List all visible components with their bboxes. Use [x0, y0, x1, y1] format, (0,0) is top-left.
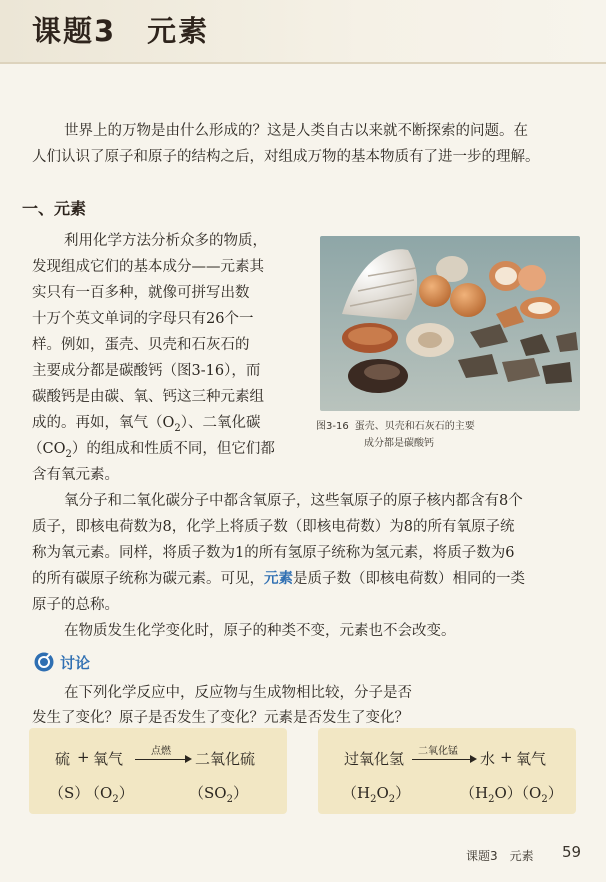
arrow-head: [470, 755, 477, 763]
formula-h2o: $(H_2O)$: [460, 784, 522, 805]
formula-o2: $(O_2)$: [85, 784, 134, 805]
plus-sign: +: [500, 748, 513, 766]
formula-s: （S）: [49, 784, 90, 802]
para2-line: 原子的总称。: [32, 597, 119, 613]
product-oxygen: 氧气: [516, 750, 547, 768]
discussion-title: 讨论: [60, 654, 91, 672]
discussion-line-2: 发生了变化？原子是否发生了变化？元素是否发生了变化？: [32, 710, 409, 726]
para1-line: 成的。再如，氧气$(O_2)$、二氧化碳: [32, 415, 261, 434]
para3: 在物质发生化学变化时，原子的种类不变，元素也不会改变。: [64, 623, 456, 639]
para1-line: 利用化学方法分析众多的物质，: [64, 233, 267, 249]
para1-line: 十万个英文单词的字母只有26个一: [32, 311, 254, 327]
reactant-sulfur: 硫: [55, 750, 71, 768]
caption-line-2: 成分都是碳酸钙: [364, 438, 434, 449]
reactant-hydrogen-peroxide: 过氧化氢: [344, 750, 405, 768]
reactant-oxygen: 氧气: [93, 750, 124, 768]
section-heading: 一、元素: [22, 199, 87, 218]
reaction-catalyst: 二氧化锰: [418, 746, 458, 757]
discussion-line-1: 在下列化学反应中，反应物与生成物相比较，分子是否: [64, 685, 412, 701]
reaction-arrow: [135, 759, 187, 760]
discussion-icon: [34, 652, 54, 672]
intro-line-1: 世界上的万物是由什么形成的？这是人类自古以来就不断探索的问题。在: [64, 123, 528, 139]
para1-line: 主要成分都是碳酸钙（图3-16），而: [32, 363, 261, 379]
shells-eggshells-limestone-photo: [320, 236, 580, 411]
reaction-arrow: [412, 759, 472, 760]
para1-line: 发现组成它们的基本成分——元素其: [32, 259, 264, 275]
formula-so2: $(SO_2)$: [189, 784, 248, 805]
intro-line-2: 人们认识了原子和原子的结构之后，对组成万物的基本物质有了进一步的理解。: [32, 149, 540, 165]
reaction-box-sulfur: [29, 728, 287, 814]
figure-number: 图3-16: [316, 421, 349, 432]
product-sulfur-dioxide: 二氧化硫: [195, 750, 256, 768]
para2-line: 质子，即核电荷数为8，化学上将质子数（即核电荷数）为8的所有氧原子统: [32, 519, 515, 535]
formula-o2: $(O_2)$: [514, 784, 563, 805]
plus-sign: +: [77, 748, 90, 766]
para1-line: 含有氧元素。: [32, 467, 119, 483]
caption-line-1: 蛋壳、贝壳和石灰石的主要: [354, 421, 475, 432]
chapter-title: 课题3 元素: [32, 14, 210, 48]
para1-line: 碳酸钙是由碳、氧、钙这三种元素组: [32, 389, 264, 405]
running-head: 课题3 元素: [466, 849, 534, 863]
reaction-condition: 点燃: [151, 746, 171, 757]
formula-h2o2: $(H_2O_2)$: [342, 784, 411, 805]
header-divider: [0, 62, 606, 64]
para1-line: $(CO_2)$的组成和性质不同，但它们都: [28, 441, 275, 460]
figure-caption: [316, 418, 586, 452]
para1-line: 实只有一百多种，就像可拼写出数: [32, 285, 250, 301]
para2-line: 称为氧元素。同样，将质子数为1的所有氢原子统称为氢元素，将质子数为6: [32, 545, 515, 561]
para2-line: 氧分子和二氧化碳分子中都含氧原子，这些氧原子的原子核内都含有8个: [64, 493, 523, 509]
reaction-box-peroxide: [318, 728, 576, 814]
key-term-element: 元素: [264, 570, 293, 587]
para1-line: 样。例如，蛋壳、贝壳和石灰石的: [32, 337, 250, 353]
product-water: 水: [480, 750, 496, 768]
para2-line: 的所有碳原子统称为碳元素。可见，元素是质子数（即核电荷数）相同的一类: [32, 570, 525, 587]
arrow-head: [185, 755, 192, 763]
page-number: 59: [562, 843, 582, 861]
